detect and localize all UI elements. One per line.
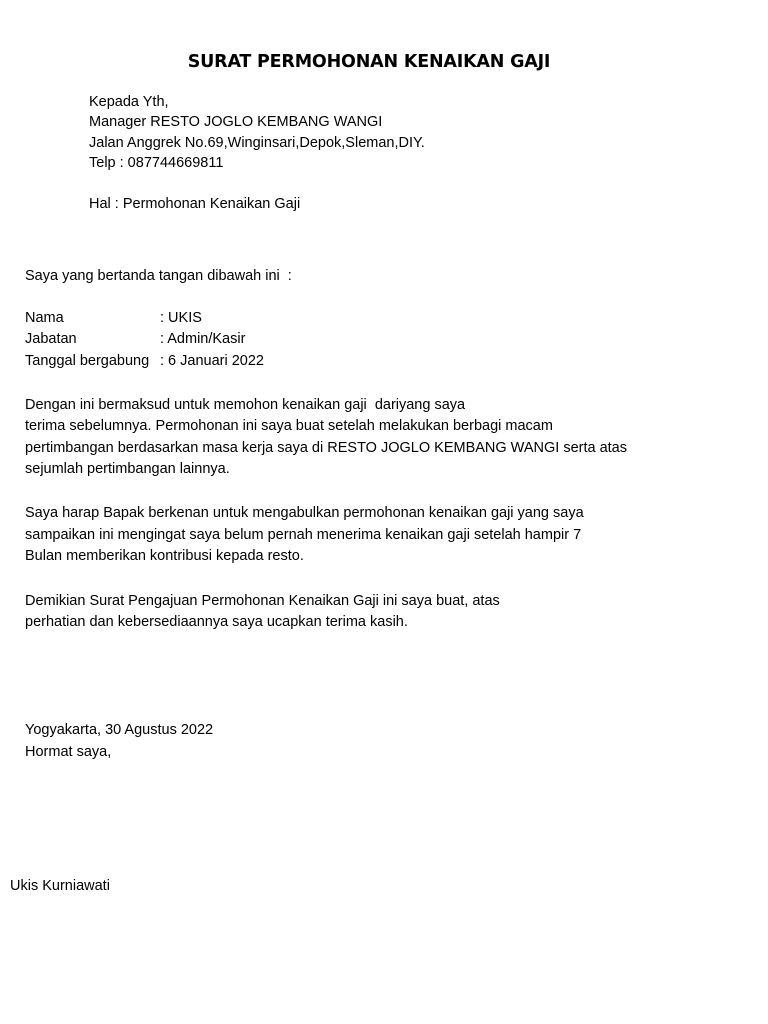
closing-salutation: Hormat saya, bbox=[25, 744, 112, 760]
paragraph-line: terima sebelumnya. Permohonan ini saya buat setelah melakukan berbagi macam bbox=[25, 418, 553, 434]
jabatan-value: : Admin/Kasir bbox=[160, 331, 246, 347]
paragraph-line: Dengan ini bermaksud untuk memohon kenaikan gaji dariyang saya bbox=[25, 397, 466, 413]
paragraph-line: pertimbangan berdasarkan masa kerja saya di RESTO JOGLO KEMBANG WANGI serta atas bbox=[25, 440, 627, 456]
paragraph-line: Bulan memberikan kontribusi kepada resto. bbox=[25, 548, 304, 564]
signature-name: Ukis Kurniawati bbox=[10, 878, 110, 894]
tanggal-label: Tanggal bergabung bbox=[25, 353, 150, 369]
place-date: Yogyakarta, 30 Agustus 2022 bbox=[25, 722, 214, 738]
tanggal-value: : 6 Januari 2022 bbox=[160, 353, 264, 369]
paragraph-line: sampaikan ini mengingat saya belum pernah menerima kenaikan gaji setelah hampir 7 bbox=[25, 527, 582, 543]
recipient-address: Jalan Anggrek No.69,Winginsari,Depok,Sleman,DIY. bbox=[89, 135, 425, 151]
jabatan-label: Jabatan bbox=[25, 331, 77, 347]
recipient-name: Manager RESTO JOGLO KEMBANG WANGI bbox=[89, 114, 383, 130]
paragraph-line: perhatian dan kebersediaannya saya ucapkan terima kasih. bbox=[25, 614, 408, 630]
letter-subject: Hal : Permohonan Kenaikan Gaji bbox=[89, 196, 301, 212]
recipient-phone: Telp : 087744669811 bbox=[89, 155, 224, 171]
nama-label: Nama bbox=[25, 310, 64, 326]
nama-value: : UKIS bbox=[160, 310, 202, 326]
paragraph-line: Saya harap Bapak berkenan untuk mengabulkan permohonan kenaikan gaji yang saya bbox=[25, 505, 584, 521]
paragraph-line: Demikian Surat Pengajuan Permohonan Kenaikan Gaji ini saya buat, atas bbox=[25, 593, 500, 609]
recipient-salutation: Kepada Yth, bbox=[89, 94, 169, 110]
intro-text: Saya yang bertanda tangan dibawah ini : bbox=[25, 268, 292, 284]
paragraph-line: sejumlah pertimbangan lainnya. bbox=[25, 461, 230, 477]
letter-title: SURAT PERMOHONAN KENAIKAN GAJI bbox=[187, 52, 551, 72]
